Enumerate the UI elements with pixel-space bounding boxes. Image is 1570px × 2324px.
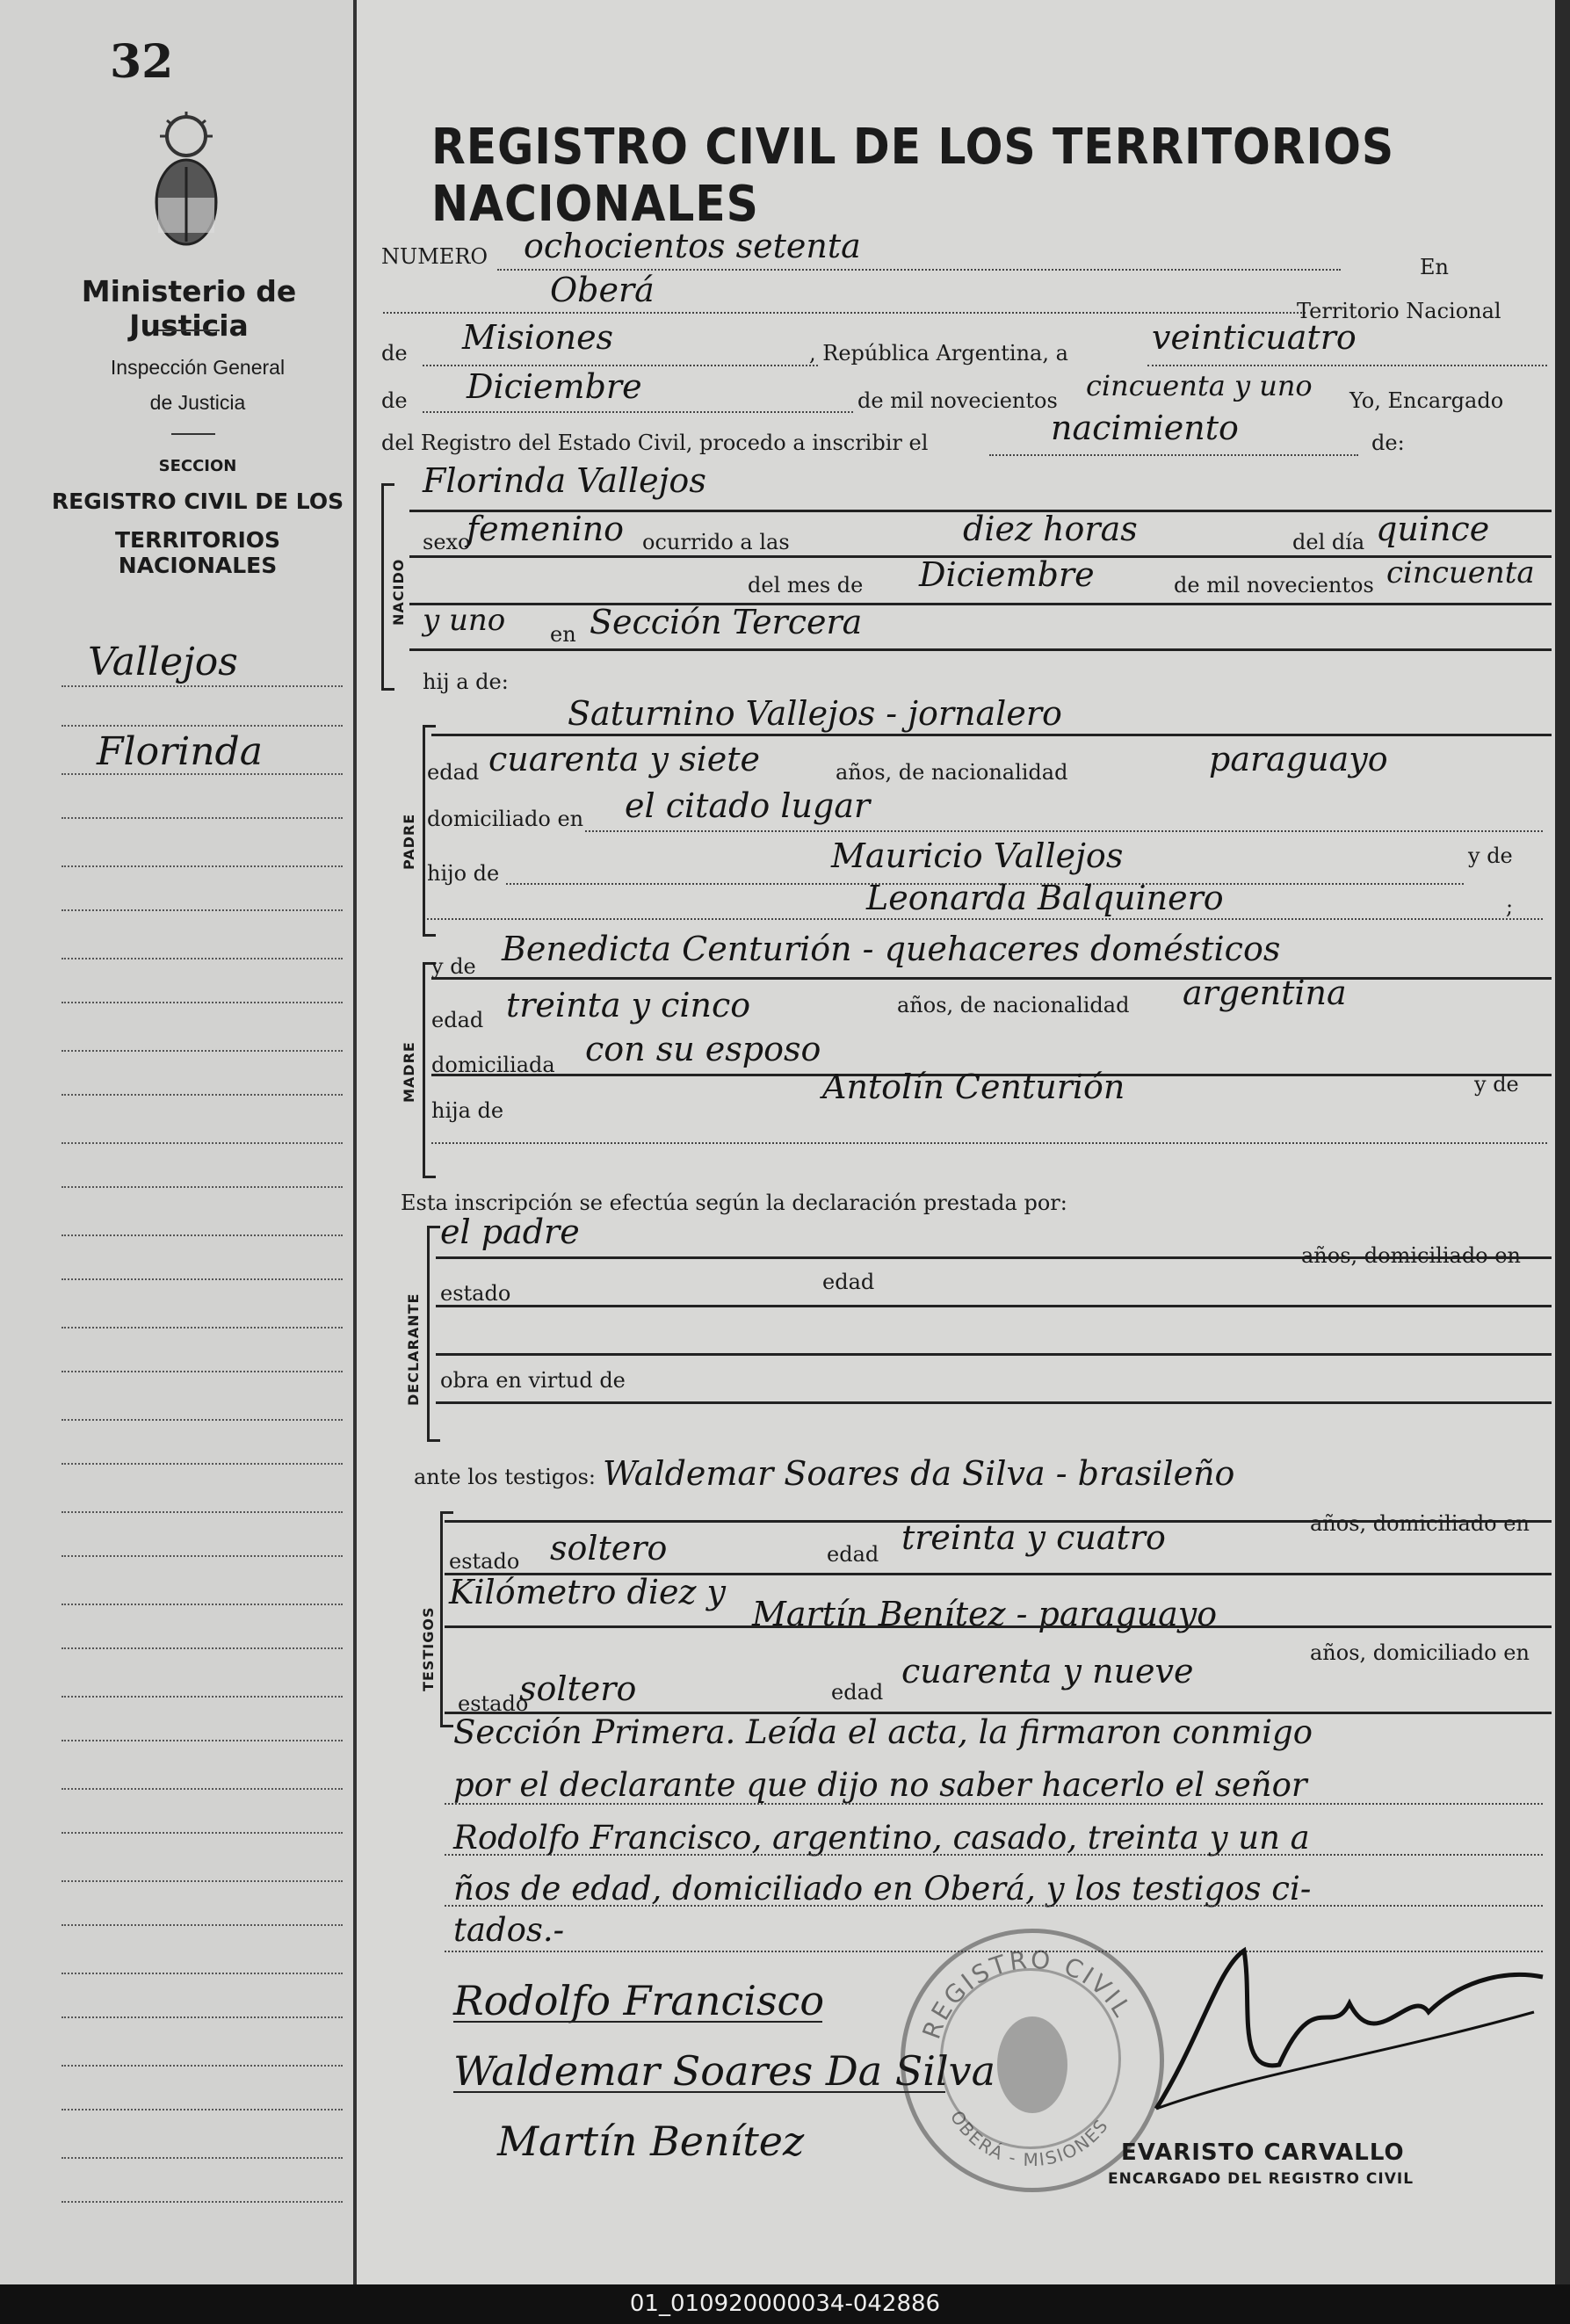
- year-value: cincuenta y uno: [1086, 369, 1313, 402]
- madre-y-de-label: y de: [431, 954, 476, 979]
- padre-mother: Leonarda Balquinero: [866, 879, 1224, 917]
- madre-name: Benedicta Centurión - quehaceres domésticos: [502, 930, 1281, 968]
- de-colon: de:: [1371, 431, 1405, 455]
- madre-label: MADRE: [401, 1041, 417, 1103]
- birth-day-value: quince: [1376, 510, 1490, 548]
- image-identifier: 01_010920000034-042886: [0, 2284, 1570, 2324]
- numero-label: NUMERO: [381, 244, 488, 269]
- hour-value: diez horas: [963, 510, 1138, 548]
- yo-label: Yo, Encargado: [1349, 388, 1504, 413]
- inspection-label-2: de Justicia: [149, 391, 246, 414]
- coat-of-arms-icon: [151, 110, 221, 250]
- declarante-anos-label: años, domiciliado en: [1301, 1243, 1521, 1268]
- ocurrido-label: ocurrido a las: [642, 530, 790, 554]
- madre-edad-value: treinta y cinco: [506, 986, 751, 1024]
- padre-father: Mauricio Vallejos: [831, 836, 1124, 875]
- day-value: veinticuatro: [1152, 318, 1357, 357]
- testigo2-estado-label: estado: [458, 1691, 529, 1716]
- testigo2-name: Martín Benítez - paraguayo: [752, 1595, 1218, 1633]
- testigo1-domicile: Kilómetro diez y: [449, 1573, 727, 1611]
- en-label: En: [1420, 255, 1449, 279]
- padre-label: PADRE: [401, 813, 417, 870]
- officer-signature-icon: [1147, 1933, 1552, 2135]
- section-name-1: REGISTRO CIVIL DE LOS: [51, 489, 344, 514]
- padre-nationality: paraguayo: [1209, 740, 1388, 778]
- nacido-label: NACIDO: [390, 558, 407, 626]
- madre-y-de: y de: [1474, 1072, 1519, 1097]
- en-label-2: en: [550, 622, 576, 647]
- testigo2-edad: cuarenta y nueve: [901, 1652, 1194, 1691]
- testigo1-estado-label: estado: [449, 1549, 520, 1574]
- margin-surname: Vallejos: [88, 640, 238, 684]
- hija-de-label: hij a de:: [423, 670, 509, 694]
- form-title: REGISTRO CIVIL DE LOS TERRITORIOS NACIONALES: [431, 119, 1395, 233]
- declarante-estado-label: estado: [440, 1281, 511, 1306]
- closing-line-5: tados.-: [453, 1911, 565, 1949]
- padre-domiciliado-label: domiciliado en: [427, 807, 584, 831]
- birth-place: Sección Tercera: [590, 603, 863, 641]
- testigo1-name: Waldemar Soares da Silva - brasileño: [603, 1454, 1235, 1493]
- mil2-label: de mil novecientos: [1174, 573, 1374, 597]
- form-body: [357, 0, 1555, 2284]
- territory-value: Misiones: [462, 318, 614, 357]
- declarante-label: DECLARANTE: [405, 1292, 422, 1406]
- del-mes-label: del mes de: [748, 573, 864, 597]
- birth-year-b: y uno: [423, 603, 506, 638]
- padre-name: Saturnino Vallejos - jornalero: [568, 694, 1062, 733]
- testigo1-edad: treinta y cuatro: [901, 1518, 1166, 1557]
- declarante-intro: Esta inscripción se efectúa según la declaración prestada por:: [401, 1191, 1067, 1215]
- declarante-obra-label: obra en virtud de: [440, 1368, 626, 1393]
- del-dia-label: del día: [1292, 530, 1365, 554]
- birth-year-a: cincuenta: [1386, 555, 1535, 590]
- madre-anos-label: años, de nacionalidad: [897, 993, 1130, 1017]
- testigo2-anos-label: años, domiciliado en: [1310, 1640, 1530, 1665]
- divider: [171, 433, 215, 435]
- de-label: de: [381, 341, 408, 366]
- closing-line-4: ños de edad, domiciliado en Oberá, y los testigos ci-: [453, 1870, 1312, 1908]
- birth-month-value: Diciembre: [919, 555, 1095, 594]
- mil-label: de mil novecientos: [857, 388, 1058, 413]
- place-value: Oberá: [550, 271, 655, 309]
- sexo-value: femenino: [467, 510, 625, 548]
- svg-text:OBERÁ - MISIONES: OBERÁ - MISIONES: [945, 2106, 1113, 2171]
- madre-domiciliada-label: domiciliada: [431, 1053, 555, 1077]
- signature-2: Waldemar Soares Da Silva: [453, 2047, 996, 2095]
- padre-anos-label: años, de nacionalidad: [836, 760, 1068, 785]
- month-value: Diciembre: [467, 367, 642, 406]
- ministry-label: Ministerio de Justicia: [81, 274, 297, 343]
- section-label: SECCION: [158, 457, 237, 475]
- closing-line-2: por el declarante que dijo no saber hacerlo el señor: [453, 1766, 1307, 1804]
- signature-3: Martín Benítez: [497, 2118, 805, 2165]
- padre-edad-label: edad: [427, 760, 480, 785]
- margin-name: Florinda: [97, 729, 263, 774]
- padre-semicolon: ;: [1506, 894, 1514, 919]
- padre-domicile: el citado lugar: [625, 786, 871, 825]
- testigo2-edad-label: edad: [831, 1680, 884, 1705]
- declarante-edad-label: edad: [822, 1270, 875, 1294]
- testigos-brace: [440, 1511, 453, 1727]
- testigo2-estado: soltero: [519, 1669, 637, 1708]
- act-value: nacimiento: [1051, 409, 1239, 447]
- inspection-label-1: Inspección General: [110, 356, 286, 379]
- divider: [158, 329, 220, 331]
- republica-label: , República Argentina, a: [809, 341, 1068, 366]
- madre-father: Antolín Centurión: [822, 1068, 1125, 1106]
- page-number: 32: [110, 35, 174, 89]
- testigos-label: TESTIGOS: [420, 1606, 437, 1691]
- de-label-2: de: [381, 388, 408, 413]
- signature-1: Rodolfo Francisco: [453, 1977, 825, 2024]
- stub-column: [0, 0, 357, 2284]
- closing-line-1: Sección Primera. Leída el acta, la firmaron conmigo: [453, 1713, 1313, 1751]
- closing-line-3: Rodolfo Francisco, argentino, casado, treinta y un a: [453, 1819, 1310, 1857]
- padre-edad-value: cuarenta y siete: [488, 740, 760, 778]
- testigos-intro: ante los testigos:: [414, 1465, 597, 1489]
- testigo1-anos-label: años, domiciliado en: [1310, 1511, 1530, 1536]
- testigo1-edad-label: edad: [827, 1542, 879, 1567]
- madre-hija-de-label: hija de: [431, 1098, 504, 1123]
- madre-nationality: argentina: [1183, 974, 1347, 1012]
- declarante-value: el padre: [440, 1213, 580, 1251]
- madre-edad-label: edad: [431, 1008, 484, 1032]
- child-name: Florinda Vallejos: [423, 461, 706, 500]
- madre-domicile: con su esposo: [585, 1030, 821, 1068]
- numero-value: ochocientos setenta: [524, 227, 861, 265]
- padre-hijo-de-label: hijo de: [427, 861, 500, 886]
- section-name-2: TERRITORIOS NACIONALES: [114, 527, 281, 578]
- svg-text:REGISTRO CIVIL: REGISTRO CIVIL: [916, 1944, 1139, 2043]
- del-registro-label: del Registro del Estado Civil, procedo a inscribir el: [381, 431, 929, 455]
- officer-title: ENCARGADO DEL REGISTRO CIVIL: [1108, 2170, 1414, 2188]
- sexo-label: sexo: [423, 530, 471, 554]
- officer-name: EVARISTO CARVALLO: [1121, 2139, 1405, 2166]
- padre-y-de: y de: [1468, 843, 1513, 868]
- territorio-label: Territorio Nacional: [1297, 299, 1501, 323]
- testigo1-estado: soltero: [550, 1529, 668, 1567]
